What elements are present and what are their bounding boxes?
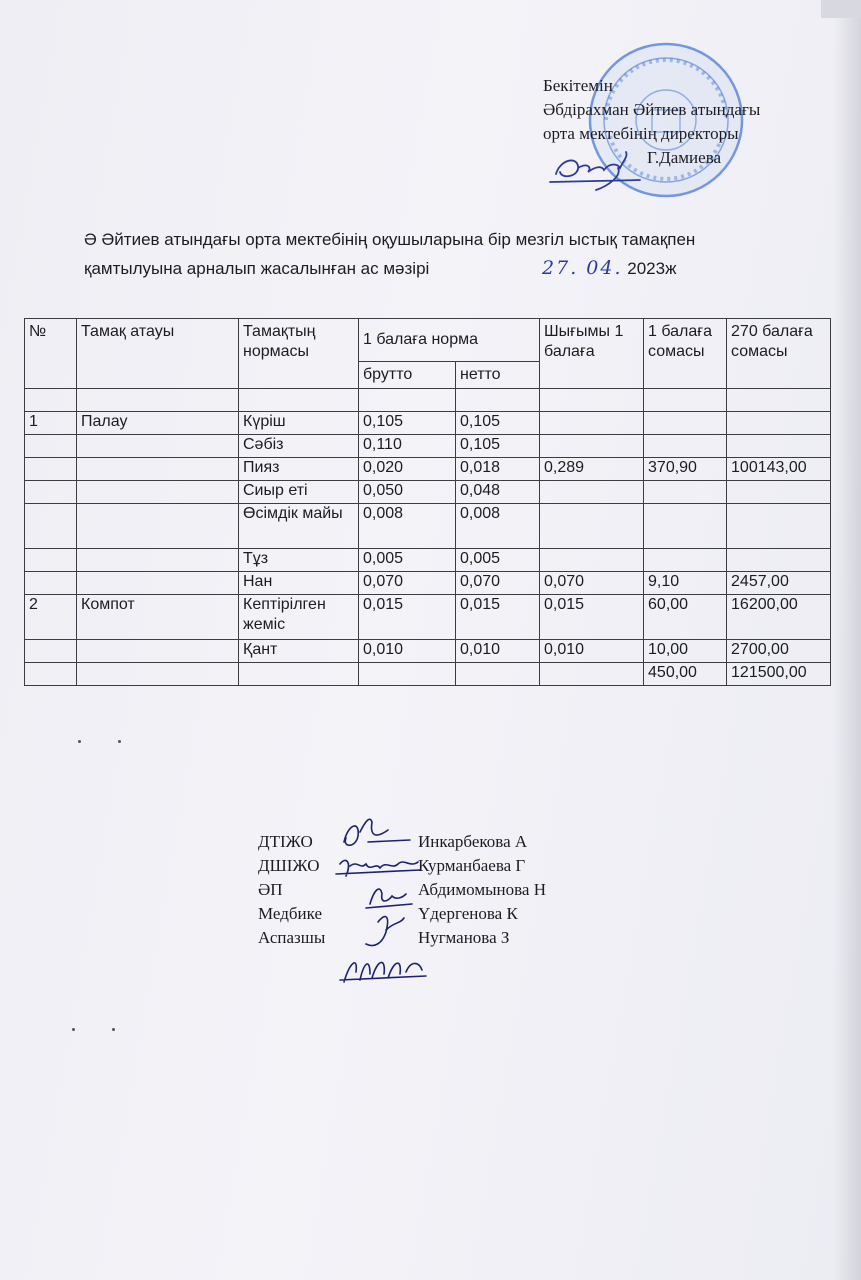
cell-num — [25, 572, 77, 595]
signature-row — [258, 854, 546, 878]
cell-num — [25, 549, 77, 572]
cell-netto: 0,070 — [456, 572, 540, 595]
cell-num: 1 — [25, 412, 77, 435]
cell-num: 2 — [25, 595, 77, 640]
table-total-row — [25, 663, 831, 686]
cell-dish — [77, 458, 239, 481]
cell-brutto: 0,008 — [359, 504, 456, 549]
table-row — [25, 458, 831, 481]
handwritten-date: 27. 04. — [542, 257, 623, 279]
cell-item: Сәбіз — [239, 435, 359, 458]
signature-row — [258, 926, 546, 950]
cell-expense — [540, 504, 644, 549]
cell-sum270 — [727, 549, 831, 572]
cell-netto: 0,105 — [456, 412, 540, 435]
signature-row — [258, 878, 546, 902]
menu-table — [24, 318, 831, 686]
cell-expense — [540, 481, 644, 504]
cell-netto: 0,008 — [456, 504, 540, 549]
cell-netto: 0,105 — [456, 435, 540, 458]
speck — [118, 740, 121, 743]
cell-sum1: 10,00 — [644, 640, 727, 663]
signature-row — [258, 902, 546, 926]
cell-netto: 0,015 — [456, 595, 540, 640]
cell-dish — [77, 435, 239, 458]
cell-sum1 — [644, 549, 727, 572]
cell-expense — [540, 412, 644, 435]
cell-dish: Компот — [77, 595, 239, 640]
cell-brutto: 0,010 — [359, 640, 456, 663]
signature-name: Нугманова З — [418, 928, 510, 947]
cell-netto: 0,048 — [456, 481, 540, 504]
cell-expense — [540, 549, 644, 572]
cell-item: Өсімдік майы — [239, 504, 359, 549]
director-name: Г.Дамиева — [647, 148, 722, 167]
speck — [78, 740, 81, 743]
page-corner — [821, 0, 861, 18]
approval-heading: Бекітемін — [543, 76, 613, 95]
header-sum1: 1 балаға сомасы — [644, 319, 727, 389]
cell-netto: 0,010 — [456, 640, 540, 663]
cell-num — [25, 504, 77, 549]
signature-name: Үдергенова К — [418, 904, 518, 923]
title-line-2-text: қамтылуына арналып жасалынған ас мәзірі — [84, 259, 430, 278]
cell-sum1: 9,10 — [644, 572, 727, 595]
cell-item: Кептірілген жеміс — [239, 595, 359, 640]
cell-item: Күріш — [239, 412, 359, 435]
table-spacer-row — [25, 389, 831, 412]
cell-num — [25, 640, 77, 663]
header-netto: нетто — [456, 362, 540, 389]
cell-sum1 — [644, 504, 727, 549]
cell-dish — [77, 481, 239, 504]
header-per-child-norm: 1 балаға норма — [359, 319, 540, 362]
cell-brutto: 0,110 — [359, 435, 456, 458]
cell-expense: 0,070 — [540, 572, 644, 595]
speck — [72, 1028, 75, 1031]
approval-school-line: Әбдірахман Әйтиев атындағы — [543, 100, 761, 119]
header-num: № — [25, 319, 77, 389]
signature-role: Медбике — [258, 904, 322, 923]
page-edge-shadow — [833, 0, 861, 1280]
cell-dish — [77, 572, 239, 595]
cell-dish — [77, 504, 239, 549]
table-row — [25, 435, 831, 458]
table-row — [25, 595, 831, 640]
signature-role: ДТІЖО — [258, 832, 313, 851]
header-dish: Тамақ атауы — [77, 319, 239, 389]
table-row — [25, 412, 831, 435]
cell-sum270 — [727, 481, 831, 504]
handwritten-signature-icon — [548, 146, 648, 192]
cell-sum270: 2700,00 — [727, 640, 831, 663]
cell-item: Қант — [239, 640, 359, 663]
cell-sum270 — [727, 435, 831, 458]
cell-num — [25, 458, 77, 481]
header-expense: Шығымы 1 балаға — [540, 319, 644, 389]
header-brutto: брутто — [359, 362, 456, 389]
cell-sum1: 60,00 — [644, 595, 727, 640]
cell-dish: Палау — [77, 412, 239, 435]
cell-item: Нан — [239, 572, 359, 595]
cell-item: Пияз — [239, 458, 359, 481]
cell-sum270: 16200,00 — [727, 595, 831, 640]
cell-brutto: 0,005 — [359, 549, 456, 572]
cell-brutto: 0,070 — [359, 572, 456, 595]
title-line-2 — [84, 254, 804, 283]
cell-netto: 0,005 — [456, 549, 540, 572]
signature-role: Аспазшы — [258, 928, 326, 947]
cell-item: Тұз — [239, 549, 359, 572]
table-row — [25, 549, 831, 572]
table-row — [25, 504, 831, 549]
signature-name: Курманбаева Г — [418, 856, 526, 875]
cell-item: Сиыр еті — [239, 481, 359, 504]
cell-sum1 — [644, 481, 727, 504]
cell-num — [25, 435, 77, 458]
cell-netto: 0,018 — [456, 458, 540, 481]
cell-sum270 — [727, 412, 831, 435]
cell-num — [25, 481, 77, 504]
cell-sum270: 100143,00 — [727, 458, 831, 481]
signature-name: Абдимомынова Н — [418, 880, 546, 899]
document-title — [84, 226, 804, 283]
cell-dish — [77, 549, 239, 572]
cell-sum1: 370,90 — [644, 458, 727, 481]
title-year: 2023ж — [627, 259, 677, 278]
approval-position-line: орта мектебінің директоры — [543, 124, 739, 143]
title-line-1: Ә Әйтиев атындағы орта мектебінің оқушыларына бір мезгіл ыстық тамақпен — [84, 230, 696, 249]
cell-brutto: 0,020 — [359, 458, 456, 481]
cell-total-sum270: 121500,00 — [727, 663, 831, 686]
cell-sum270 — [727, 504, 831, 549]
cell-brutto: 0,105 — [359, 412, 456, 435]
cell-expense — [540, 435, 644, 458]
table-row — [25, 481, 831, 504]
signature-list — [258, 830, 546, 950]
cell-sum270: 2457,00 — [727, 572, 831, 595]
header-sum270: 270 балаға сомасы — [727, 319, 831, 389]
speck — [112, 1028, 115, 1031]
cell-sum1 — [644, 435, 727, 458]
cell-sum1 — [644, 412, 727, 435]
cell-expense: 0,289 — [540, 458, 644, 481]
cell-brutto: 0,015 — [359, 595, 456, 640]
cell-expense: 0,015 — [540, 595, 644, 640]
cell-dish — [77, 640, 239, 663]
signature-name: Инкарбекова А — [418, 832, 528, 851]
cell-expense: 0,010 — [540, 640, 644, 663]
header-norm: Тамақтың нормасы — [239, 319, 359, 389]
signature-role: ӘП — [258, 880, 283, 899]
table-header-row — [25, 319, 831, 362]
cell-total-sum1: 450,00 — [644, 663, 727, 686]
signature-role: ДШІЖО — [258, 856, 320, 875]
table-row — [25, 640, 831, 663]
signature-row — [258, 830, 546, 854]
table-row — [25, 572, 831, 595]
cell-brutto: 0,050 — [359, 481, 456, 504]
